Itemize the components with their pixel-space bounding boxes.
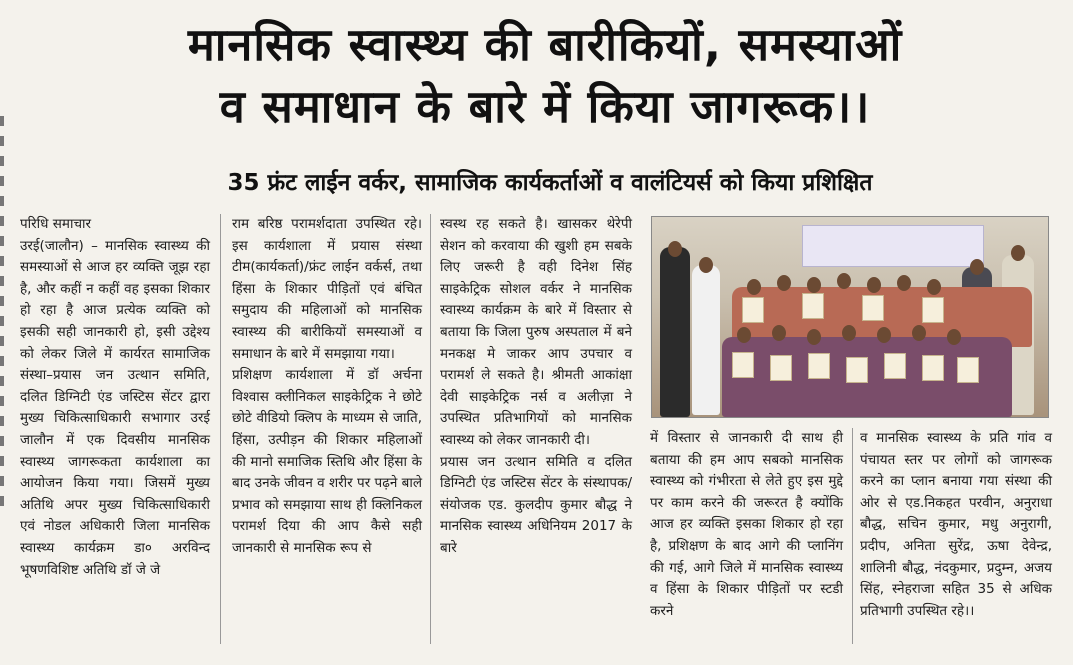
- article-column-2: [232, 214, 422, 560]
- column-divider: [220, 214, 221, 644]
- column-3-text: स्वस्थ रह सकते है। खासकर थेरेपी सेशन को करवाया की खुशी हम सबके लिए जरूरी है वही दिनेश सिंह साइकेट्रिक सोशल वर्कर ने मानसिक स्वास्थ्य कार्यक्रम के बारे में विस्तार से बताया कि जिला पुरुष अस्पताल में बने मनकक्ष मे जाकर आप उपचार व परामर्श ले सकते है। श्रीमती आकांक्षा देवी साइकेट्रिक नर्स व अलीज़ा ने उपस्थित प्रतिभागियों को मानसिक स्वास्थ्य को लेकर जानकारी दी। प्रयास जन उत्थान समिति व दलित डिग्निटी एंड जस्टिस सेंटर के संस्थापक/संयोजक एड. कुलदीप कुमार बौद्ध ने मानसिक स्वास्थ्य अधिनियम 2017 के बारे: [440, 216, 632, 556]
- article-column-1: [20, 214, 210, 581]
- column-divider: [852, 428, 853, 644]
- column-5-text: व मानसिक स्वास्थ्य के प्रति गांव व पंचायत स्तर पर लोगों को जागरूक करने का प्लान बनाया गया संस्था की ओर से एड.निकहत परवीन, अनुराधा बौद्ध, सचिन कुमार, मधु अनुरागी, प्रदीप, अनिता सुरेंद्र, ऊषा देवेन्द्र, शालिनी बौद्ध, नंदकुमार, प्रदुम्न, अजय सिंह, स्नेहराजा सहित 35 से अधिक प्रतिभागी उपस्थित रहे।।: [860, 430, 1052, 619]
- previous-article-edge: [0, 110, 8, 650]
- headline-line-1: मानसिक स्वास्थ्य की बारीकियों, समस्याओं: [187, 18, 903, 71]
- column-2-text: राम बरिष्ठ परामर्शदाता उपस्थित रहे। इस कार्यशाला में प्रयास संस्था टीम(कार्यकर्ता)/फ्रंट लाईन वर्कर्स, तथा हिंसा के शिकार पीड़ितों एवं बंचित समुदाय की महिलाओं को मानसिक स्वास्थ्य की बारीकियों समस्याओं व समाधान के बारे में समझाया गया। प्रशिक्षण कार्यशाला में डॉ अर्चना विश्वास क्लीनिकल साइकेट्रिक ने छोटे छोटे वीडियो क्लिप के माध्यम से जाति, हिंसा, उत्पीड़न की शिकार महिलाओं की मानो समाजिक स्तिथि और हिंसा के बाद उनके जीवन व शरीर पर पढ़ने बाले प्रभाव को समझाया साथ ही क्लिनिकल परामर्श दिया की आप कैसे सही जानकारी से मानसिक रूप से: [232, 216, 422, 556]
- article-column-4: [650, 428, 843, 622]
- column-divider: [430, 214, 431, 644]
- event-banner: [802, 225, 984, 267]
- column-4-text: में विस्तार से जानकारी दी साथ ही बताया की हम आप सबको मानसिक स्वास्थ्य को गंभीरता से लेते हुए इस मुद्दे पर काम करने की जरूरत है क्योंकि आज हर व्यक्ति इसका शिकार हो रहा है, प्रशिक्षण के बाद आगे की प्लानिंग की गई, आगे जिले में मानसिक स्वास्थ्य व हिंसा के शिकार पीड़ितों पर स्टडी करने: [650, 430, 843, 619]
- group-photo: [651, 216, 1049, 418]
- column-1-text: परिधि समाचार उरई(जालौन) – मानसिक स्वास्थ्य की समस्याओं से आज हर व्यक्ति जूझ रहा है, और कहीं न कहीं वह इसका शिकार हो रहा है आज प्रत्येक व्यक्ति को इसकी सही जानकारी हो, इसी उद्देश्य को लेकर जिले में कार्यरत सामाजिक संस्था–प्रयास जन उत्थान समिति, दलित डिग्निटी एंड जस्टिस सेंटर द्वारा मुख्य चिकित्साधिकारी सभागार उरई जालौन में एक दिवसीय मानसिक स्वास्थ्य जागरूकता कार्यशाला का आयोजन किया गया। जिसमें मुख्य अतिथि अपर मुख्य चिकित्साधिकारी एवं नोडल अधिकारी जिला मानसिक स्वास्थ्य कार्यक्रम डा० अरविन्द भूषणविशिष्ट अतिथि डॉ जे जे: [20, 216, 210, 578]
- headline-line-2: व समाधान के बारे में किया जागरूक।।: [219, 80, 871, 133]
- article-column-3: [440, 214, 632, 560]
- article-column-5: [860, 428, 1052, 622]
- article-subheadline: 35 फ्रंट लाईन वर्कर, सामाजिक कार्यकर्ताओं व वालंटियर्स को किया प्रशिक्षित: [227, 170, 873, 196]
- article-headline: [30, 14, 1060, 138]
